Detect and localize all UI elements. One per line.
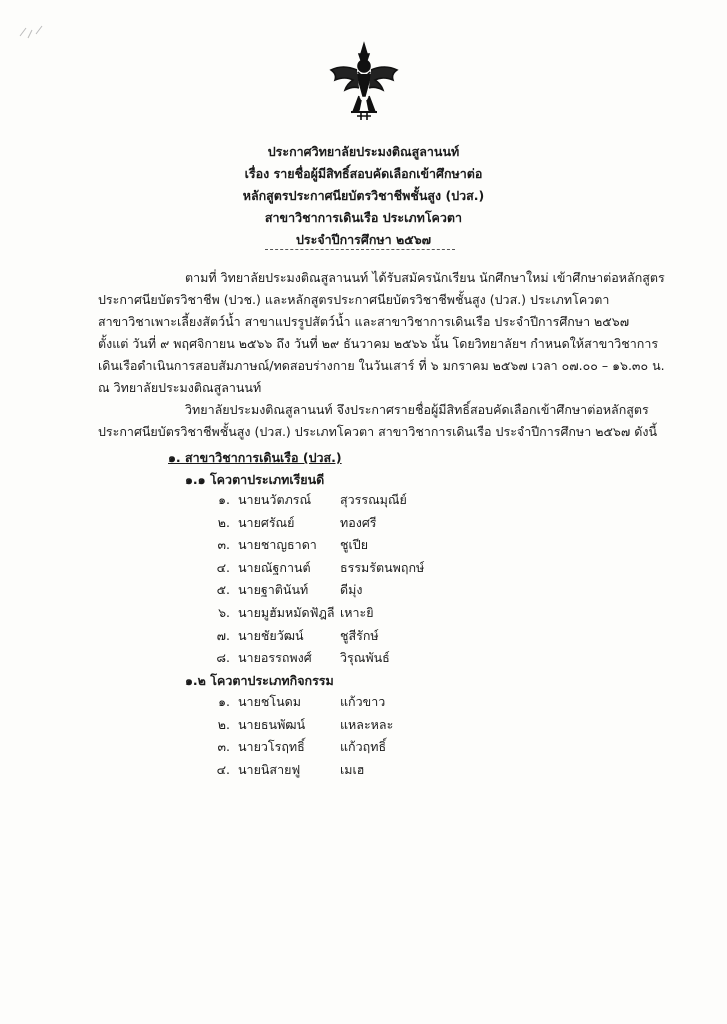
student-first: นายณัฐกานต์ bbox=[238, 559, 311, 575]
student-last: ธรรมรัตนพฤกษ์ bbox=[340, 559, 425, 575]
student-first: นายนิสายฟู bbox=[238, 761, 301, 777]
body-line: วิทยาลัยประมงติณสูลานนท์ จึงประกาศรายชื่อผู้มีสิทธิ์สอบคัดเลือกเข้าศึกษาต่อหลักสูตร bbox=[185, 402, 649, 417]
student-num: ๔. bbox=[216, 559, 230, 575]
student-first: นายศรัณย์ bbox=[238, 514, 295, 530]
student-first: นายนวัตภรณ์ bbox=[238, 492, 312, 507]
student-num: ๒. bbox=[217, 514, 230, 530]
student-first: นายธนพัฒน์ bbox=[238, 716, 306, 732]
subsection-title-activity: ๑.๒ โควตาประเภทกิจกรรม bbox=[185, 673, 334, 688]
body-line: ประกาศนียบัตรวิชาชีพ (ปวช.) และหลักสูตรประกาศนียบัตรวิชาชีพชั้นสูง (ปวส.) ประเภทโควตา bbox=[98, 292, 610, 307]
subsection-title-merit: ๑.๑ โควตาประเภทเรียนดี bbox=[185, 472, 325, 487]
student-last: ชูสีรักษ์ bbox=[340, 627, 379, 643]
student-last: ดีมุ่ง bbox=[340, 582, 363, 598]
student-last: ชูเปีย bbox=[340, 537, 369, 553]
student-last: แหละหละ bbox=[340, 716, 394, 732]
student-first: นายชาญธาดา bbox=[238, 537, 317, 553]
header-year: ประจำปีการศึกษา ๒๕๖๗ bbox=[295, 232, 432, 247]
body-line: ตั้งแต่ วันที่ ๙ พฤศจิกายน ๒๕๖๖ ถึง วันที่ ๒๙ ธันวาคม ๒๕๖๖ นั้น โดยวิทยาลัยฯ กำหนดให้สาขาวิชาการ bbox=[98, 336, 659, 351]
garuda-emblem-icon bbox=[323, 40, 405, 122]
student-num: ๑. bbox=[218, 694, 230, 709]
student-last: วิรุณพันธ์ bbox=[340, 650, 390, 666]
student-first: นายชโนดม bbox=[238, 694, 301, 709]
student-first: นายอรรถพงศ์ bbox=[238, 650, 312, 666]
body-line: ณ วิทยาลัยประมงติณสูลานนท์ bbox=[98, 380, 262, 395]
student-last: เมเฮ bbox=[340, 761, 365, 777]
scan-mark bbox=[18, 22, 48, 42]
body-line: สาขาวิชาเพาะเลี้ยงสัตว์น้ำ สาขาแปรรูปสัตว์น้ำ และสาขาวิชาการเดินเรือ ประจำปีการศึกษา ๒๕๖๗ bbox=[98, 314, 630, 329]
student-num: ๕. bbox=[216, 582, 230, 598]
student-first: นายชัยวัฒน์ bbox=[238, 627, 304, 643]
header-title: ประกาศวิทยาลัยประมงติณสูลานนท์ bbox=[267, 144, 460, 159]
student-last: แก้วขาว bbox=[340, 694, 386, 709]
student-num: ๓. bbox=[217, 537, 230, 553]
student-num: ๔. bbox=[216, 761, 230, 777]
student-num: ๓. bbox=[217, 739, 230, 755]
student-num: ๘. bbox=[216, 650, 230, 666]
header-subject: เรื่อง รายชื่อผู้มีสิทธิ์สอบคัดเลือกเข้าศึกษาต่อ bbox=[244, 166, 483, 181]
body-line: ตามที่ วิทยาลัยประมงติณสูลานนท์ ได้รับสมัครนักเรียน นักศึกษาใหม่ เข้าศึกษาต่อหลักสูตร bbox=[185, 270, 665, 285]
student-last: แก้วฤทธิ์ bbox=[340, 739, 387, 755]
student-num: ๗. bbox=[216, 627, 230, 643]
student-num: ๒. bbox=[217, 716, 230, 732]
student-first: นายมูฮัมหมัดฟัฎลี bbox=[238, 605, 335, 620]
student-first: นายฐาตินันท์ bbox=[238, 582, 309, 598]
student-last: เหาะยิ bbox=[340, 605, 374, 620]
student-last: สุวรรณมุณีย์ bbox=[340, 492, 407, 507]
body-line: ประกาศนียบัตรวิชาชีพชั้นสูง (ปวส.) ประเภทโควตา สาขาวิชาการเดินเรือ ประจำปีการศึกษา ๒๕๖๗ ดังนี้ bbox=[98, 424, 657, 439]
header-divider bbox=[265, 249, 455, 250]
header-major: สาขาวิชาการเดินเรือ ประเภทโควตา bbox=[264, 210, 463, 225]
student-num: ๑. bbox=[218, 492, 230, 507]
body-line: เดินเรือดำเนินการสอบสัมภาษณ์/ทดสอบร่างกาย ในวันเสาร์ ที่ ๖ มกราคม ๒๕๖๗ เวลา ๐๗.๐๐ – ๑๖.๓๐ น. bbox=[98, 358, 665, 373]
student-last: ทองศรี bbox=[340, 514, 377, 530]
section-title: ๑. สาขาวิชาการเดินเรือ (ปวส.) bbox=[168, 450, 342, 465]
student-first: นายวโรฤทธิ์ bbox=[238, 739, 305, 755]
student-num: ๖. bbox=[218, 605, 230, 620]
header-program: หลักสูตรประกาศนียบัตรวิชาชีพชั้นสูง (ปวส.) bbox=[242, 188, 485, 203]
